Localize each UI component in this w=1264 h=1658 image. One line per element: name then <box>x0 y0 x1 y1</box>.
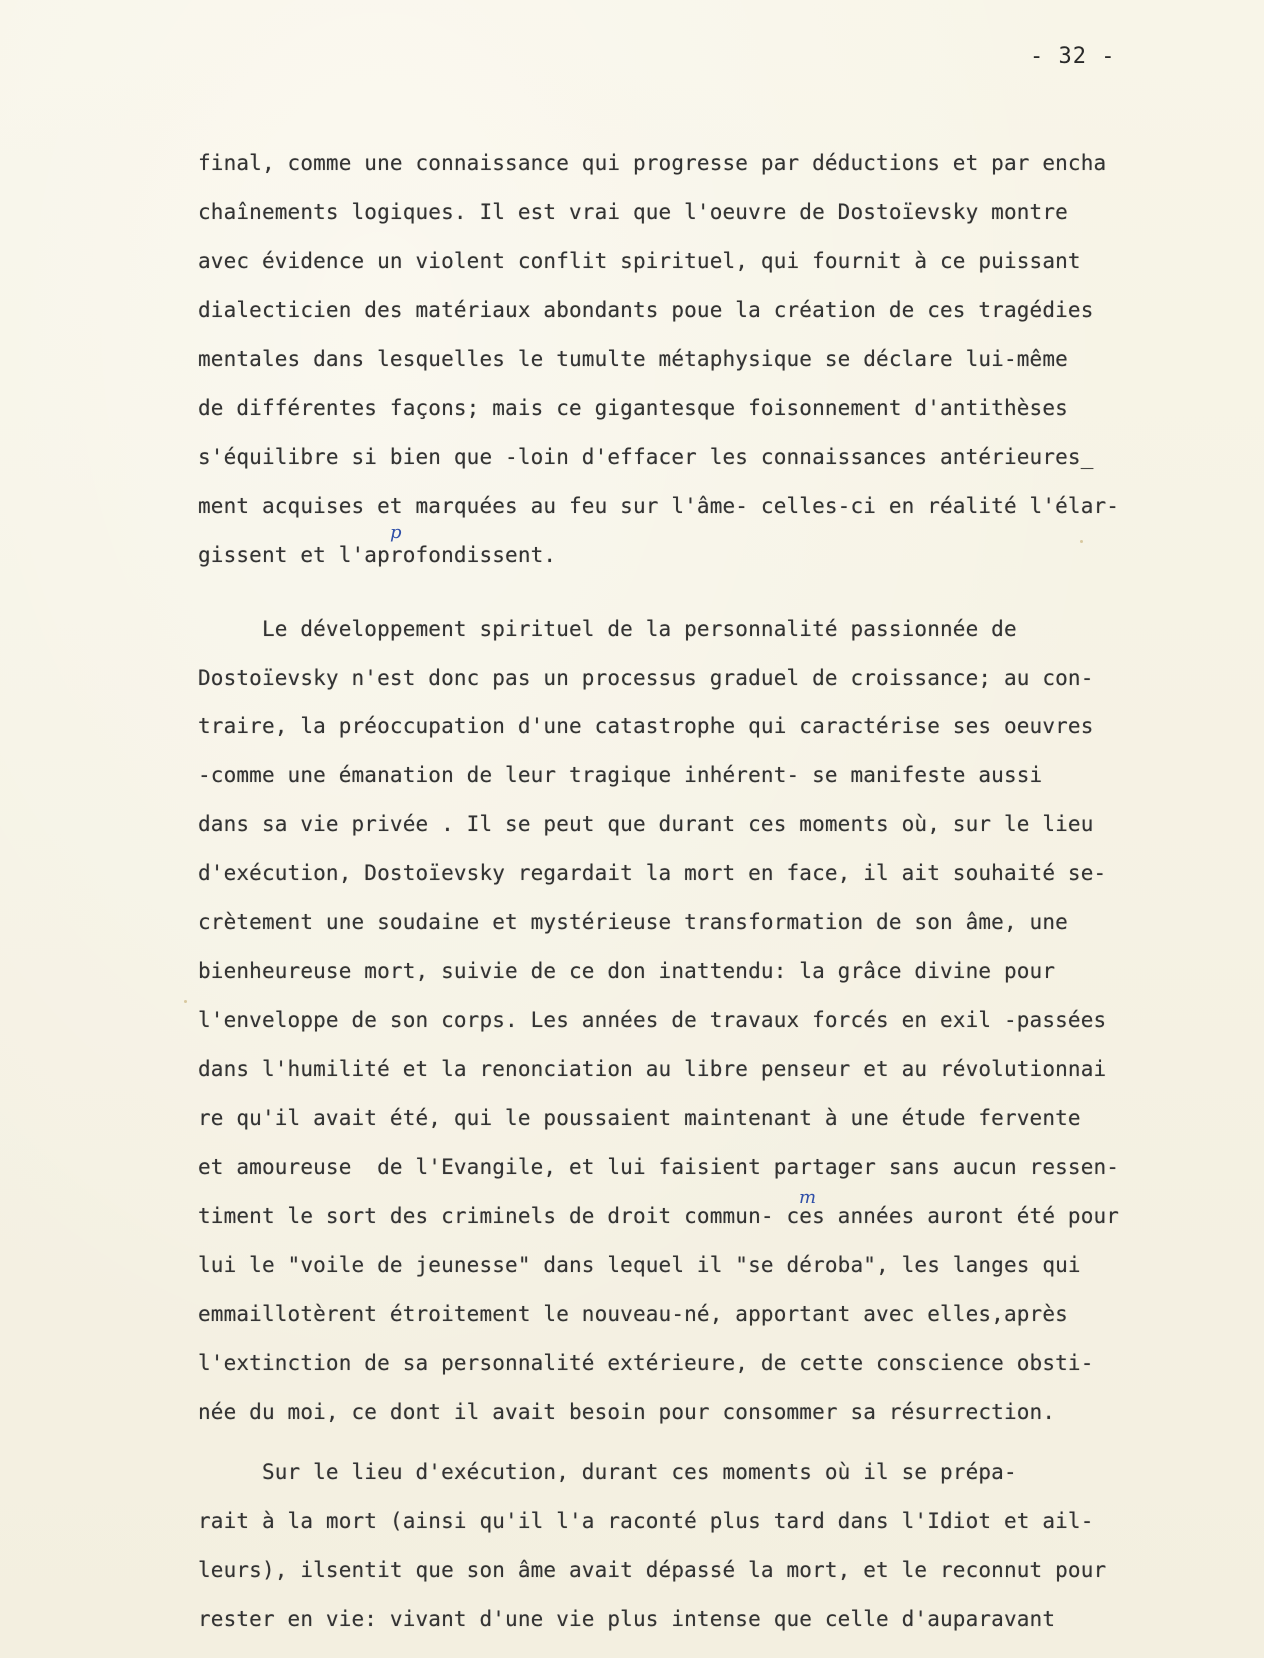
text-line: emmaillotèrent étroitement le nouveau-né, apportant avec elles,après <box>198 1302 1068 1326</box>
text-line: -comme une émanation de leur tragique inhérent- se manifeste aussi <box>198 763 1043 787</box>
text-line: final, comme une connaissance qui progresse par déductions et par encha <box>198 151 1107 175</box>
paper-speck <box>1080 540 1083 543</box>
text-line: bienheureuse mort, suivie de ce don inattendu: la grâce divine pour <box>198 959 1056 983</box>
text-line: lui le "voile de jeunesse" dans lequel il "se déroba", les langes qui <box>198 1253 1081 1277</box>
text-line: dans sa vie privée . Il se peut que durant ces moments où, sur le lieu <box>198 812 1094 836</box>
text-line: re qu'il avait été, qui le poussaient maintenant à une étude fervente <box>198 1106 1081 1130</box>
text-line: l'enveloppe de son corps. Les années de travaux forcés en exil -passées <box>198 1008 1107 1032</box>
text-line: leurs), ilsentit que son âme avait dépassé la mort, et le reconnut pour <box>198 1558 1107 1582</box>
text-line: s'équilibre si bien que -loin d'effacer les connaissances antérieures_ <box>198 445 1094 469</box>
text-line: d'exécution, Dostoïevsky regardait la mort en face, il ait souhaité se- <box>198 861 1107 885</box>
text-line: dialecticien des matériaux abondants poue la création de ces tragédies <box>198 298 1094 322</box>
text-line: rait à la mort (ainsi qu'il l'a raconté plus tard dans l'Idiot et ail- <box>198 1509 1094 1533</box>
page-number: - 32 - <box>1030 44 1116 69</box>
text-line: dans l'humilité et la renonciation au libre penseur et au révolutionnai <box>198 1057 1107 1081</box>
text-line: ment acquises et marquées au feu sur l'âme- celles-ci en réalité l'élar- <box>198 494 1120 518</box>
text-line: chaînements logiques. Il est vrai que l'oeuvre de Dostoïevsky montre <box>198 200 1068 224</box>
text-line: crètement une soudaine et mystérieuse transformation de son âme, une <box>198 910 1068 934</box>
text-line: l'extinction de sa personnalité extérieure, de cette conscience obsti- <box>198 1351 1094 1375</box>
text-line: née du moi, ce dont il avait besoin pour consommer sa résurrection. <box>198 1400 1056 1424</box>
handwritten-correction-m: m <box>799 1187 817 1208</box>
text-line: Dostoïevsky n'est donc pas un processus graduel de croissance; au con- <box>198 666 1094 690</box>
text-line: rester en vie: vivant d'une vie plus intense que celle d'auparavant <box>198 1607 1056 1631</box>
text-line: avec évidence un violent conflit spirituel, qui fournit à ce puissant <box>198 249 1081 273</box>
text-line: Sur le lieu d'exécution, durant ces moments où il se prépa- <box>198 1460 1017 1484</box>
text-line: timent le sort des criminels de droit commun- ces années auront été pour <box>198 1204 1120 1228</box>
text-line: et amoureuse de l'Evangile, et lui faisient partager sans aucun ressen- <box>198 1155 1120 1179</box>
text-line: Le développement spirituel de la personnalité passionnée de <box>198 617 1017 641</box>
handwritten-correction-p: p <box>390 522 402 543</box>
text-line: traire, la préoccupation d'une catastrophe qui caractérise ses oeuvres <box>198 714 1094 738</box>
text-line: mentales dans lesquelles le tumulte métaphysique se déclare lui-même <box>198 347 1068 371</box>
text-line: de différentes façons; mais ce gigantesque foisonnement d'antithèses <box>198 396 1068 420</box>
paper-speck <box>184 1000 187 1003</box>
text-line: gissent et l'aprofondissent. <box>198 543 557 567</box>
